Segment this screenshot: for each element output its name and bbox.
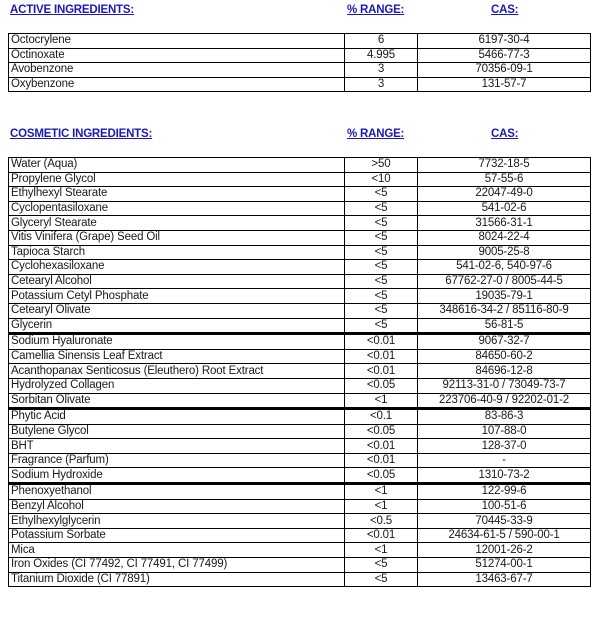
ingredient-cas: 9005-25-8: [418, 245, 591, 260]
ingredient-cas: 131-57-7: [418, 77, 591, 92]
ingredient-name: Cyclohexasiloxane: [9, 260, 345, 275]
ingredient-range: <10: [345, 172, 418, 187]
ingredient-name: Octocrylene: [9, 34, 345, 49]
ingredient-name: Iron Oxides (CI 77492, CI 77491, CI 77499): [9, 558, 345, 573]
ingredient-row: [9, 558, 591, 573]
ingredient-range: <0.05: [345, 468, 418, 484]
ingredient-name: Ethylhexyl Stearate: [9, 187, 345, 202]
ingredient-name: Octinoxate: [9, 48, 345, 63]
ingredient-row: [9, 334, 591, 350]
ingredient-cas: 9067-32-7: [418, 334, 591, 350]
ingredient-range: 6: [345, 34, 418, 49]
ingredient-cas: 8024-22-4: [418, 230, 591, 245]
ingredient-range: <5: [345, 187, 418, 202]
ingredient-cas: 31566-31-1: [418, 216, 591, 231]
ingredient-cas: 67762-27-0 / 8005-44-5: [418, 274, 591, 289]
ingredient-range: 3: [345, 77, 418, 92]
ingredient-cas: 6197-30-4: [418, 34, 591, 49]
ingredient-name: Benzyl Alcohol: [9, 499, 345, 514]
ingredient-row: [9, 34, 591, 49]
ingredient-row: [9, 230, 591, 245]
ingredient-range: <5: [345, 303, 418, 318]
active-cas-heading: CAS:: [491, 4, 519, 16]
ingredient-range: <0.01: [345, 528, 418, 543]
ingredient-cas: 70356-09-1: [418, 63, 591, 78]
ingredient-range: <5: [345, 201, 418, 216]
ingredient-cas: 107-88-0: [418, 424, 591, 439]
ingredient-row: [9, 572, 591, 587]
cosmetic-ingredients-heading: COSMETIC INGREDIENTS:: [10, 128, 153, 140]
ingredient-row: [9, 303, 591, 318]
ingredient-name: Water (Aqua): [9, 158, 345, 173]
ingredient-name: Mica: [9, 543, 345, 558]
ingredient-name: Potassium Cetyl Phosphate: [9, 289, 345, 304]
ingredient-name: Camellia Sinensis Leaf Extract: [9, 349, 345, 364]
ingredient-range: <5: [345, 318, 418, 334]
ingredient-range: <0.05: [345, 378, 418, 393]
ingredient-row: [9, 453, 591, 468]
ingredient-range: <5: [345, 289, 418, 304]
ingredient-cas: 51274-00-1: [418, 558, 591, 573]
ingredient-row: [9, 378, 591, 393]
ingredient-row: [9, 349, 591, 364]
ingredient-range: <5: [345, 558, 418, 573]
ingredient-cas: 13463-67-7: [418, 572, 591, 587]
ingredient-row: [9, 48, 591, 63]
ingredient-cas: 128-37-0: [418, 439, 591, 454]
ingredient-range: <5: [345, 260, 418, 275]
ingredient-name: BHT: [9, 439, 345, 454]
active-range-heading: % RANGE:: [347, 4, 405, 16]
ingredient-cas: 57-55-6: [418, 172, 591, 187]
ingredient-row: [9, 318, 591, 334]
ingredient-cas: 348616-34-2 / 85116-80-9: [418, 303, 591, 318]
ingredient-name: Titanium Dioxide (CI 77891): [9, 572, 345, 587]
ingredient-name: Phytic Acid: [9, 409, 345, 425]
ingredient-range: 3: [345, 63, 418, 78]
ingredient-row: [9, 484, 591, 500]
ingredient-cas: 83-86-3: [418, 409, 591, 425]
ingredient-range: <0.01: [345, 439, 418, 454]
ingredient-name: Cyclopentasiloxane: [9, 201, 345, 216]
ingredient-row: [9, 158, 591, 173]
ingredient-name: Vitis Vinifera (Grape) Seed Oil: [9, 230, 345, 245]
ingredient-range: <0.01: [345, 364, 418, 379]
ingredient-range: <5: [345, 230, 418, 245]
ingredient-name: Glyceryl Stearate: [9, 216, 345, 231]
ingredient-range: <0.01: [345, 453, 418, 468]
ingredient-cas: 56-81-5: [418, 318, 591, 334]
ingredient-row: [9, 528, 591, 543]
ingredient-name: Potassium Sorbate: [9, 528, 345, 543]
ingredient-row: [9, 77, 591, 92]
ingredient-row: [9, 393, 591, 409]
ingredient-range: <0.01: [345, 349, 418, 364]
ingredient-row: [9, 187, 591, 202]
ingredient-name: Ethylhexylglycerin: [9, 514, 345, 529]
ingredient-name: Phenoxyethanol: [9, 484, 345, 500]
ingredient-row: [9, 543, 591, 558]
ingredient-name: Sorbitan Olivate: [9, 393, 345, 409]
ingredient-name: Acanthopanax Senticosus (Eleuthero) Root Extract: [9, 364, 345, 379]
ingredient-row: [9, 274, 591, 289]
ingredient-cas: 84696-12-8: [418, 364, 591, 379]
ingredient-row: [9, 439, 591, 454]
cosmetic-ingredients-table: [8, 157, 591, 587]
ingredient-name: Tapioca Starch: [9, 245, 345, 260]
ingredient-cas: 541-02-6: [418, 201, 591, 216]
ingredient-cas: 70445-33-9: [418, 514, 591, 529]
ingredient-row: [9, 260, 591, 275]
ingredient-row: [9, 364, 591, 379]
ingredient-row: [9, 63, 591, 78]
ingredient-cas: 122-99-6: [418, 484, 591, 500]
ingredient-row: [9, 424, 591, 439]
ingredient-range: <5: [345, 245, 418, 260]
ingredient-name: Avobenzone: [9, 63, 345, 78]
ingredient-range: <1: [345, 499, 418, 514]
ingredient-cas: 5466-77-3: [418, 48, 591, 63]
ingredient-row: [9, 289, 591, 304]
ingredient-row: [9, 245, 591, 260]
ingredient-cas: 22047-49-0: [418, 187, 591, 202]
ingredient-cas: 100-51-6: [418, 499, 591, 514]
ingredient-row: [9, 468, 591, 484]
ingredient-range: <0.01: [345, 334, 418, 350]
ingredient-cas: 1310-73-2: [418, 468, 591, 484]
ingredient-range: <5: [345, 216, 418, 231]
ingredient-name: Sodium Hyaluronate: [9, 334, 345, 350]
ingredient-range: <0.05: [345, 424, 418, 439]
ingredient-range: 4.995: [345, 48, 418, 63]
ingredient-range: <1: [345, 543, 418, 558]
ingredient-cas: 7732-18-5: [418, 158, 591, 173]
active-ingredients-table: [8, 33, 591, 92]
ingredient-range: <5: [345, 572, 418, 587]
ingredient-name: Cetearyl Olivate: [9, 303, 345, 318]
ingredient-name: Butylene Glycol: [9, 424, 345, 439]
ingredient-name: Sodium Hydroxide: [9, 468, 345, 484]
ingredient-row: [9, 172, 591, 187]
ingredient-row: [9, 409, 591, 425]
ingredient-name: Hydrolyzed Collagen: [9, 378, 345, 393]
ingredient-range: <0.1: [345, 409, 418, 425]
ingredient-range: >50: [345, 158, 418, 173]
cosmetic-cas-heading: CAS:: [491, 128, 519, 140]
ingredient-name: Oxybenzone: [9, 77, 345, 92]
cosmetic-range-heading: % RANGE:: [347, 128, 405, 140]
ingredient-cas: 84650-60-2: [418, 349, 591, 364]
ingredient-cas: -: [418, 453, 591, 468]
ingredient-row: [9, 201, 591, 216]
ingredient-range: <1: [345, 484, 418, 500]
ingredient-name: Fragrance (Parfum): [9, 453, 345, 468]
ingredient-name: Propylene Glycol: [9, 172, 345, 187]
ingredient-row: [9, 499, 591, 514]
ingredient-cas: 223706-40-9 / 92202-01-2: [418, 393, 591, 409]
ingredient-range: <5: [345, 274, 418, 289]
ingredient-row: [9, 514, 591, 529]
ingredient-cas: 24634-61-5 / 590-00-1: [418, 528, 591, 543]
ingredient-name: Cetearyl Alcohol: [9, 274, 345, 289]
ingredient-range: <0.5: [345, 514, 418, 529]
ingredient-cas: 19035-79-1: [418, 289, 591, 304]
ingredient-range: <1: [345, 393, 418, 409]
ingredient-cas: 541-02-6, 540-97-6: [418, 260, 591, 275]
ingredient-row: [9, 216, 591, 231]
ingredient-cas: 12001-26-2: [418, 543, 591, 558]
ingredient-cas: 92113-31-0 / 73049-73-7: [418, 378, 591, 393]
active-ingredients-heading: ACTIVE INGREDIENTS:: [10, 4, 134, 16]
ingredient-name: Glycerin: [9, 318, 345, 334]
